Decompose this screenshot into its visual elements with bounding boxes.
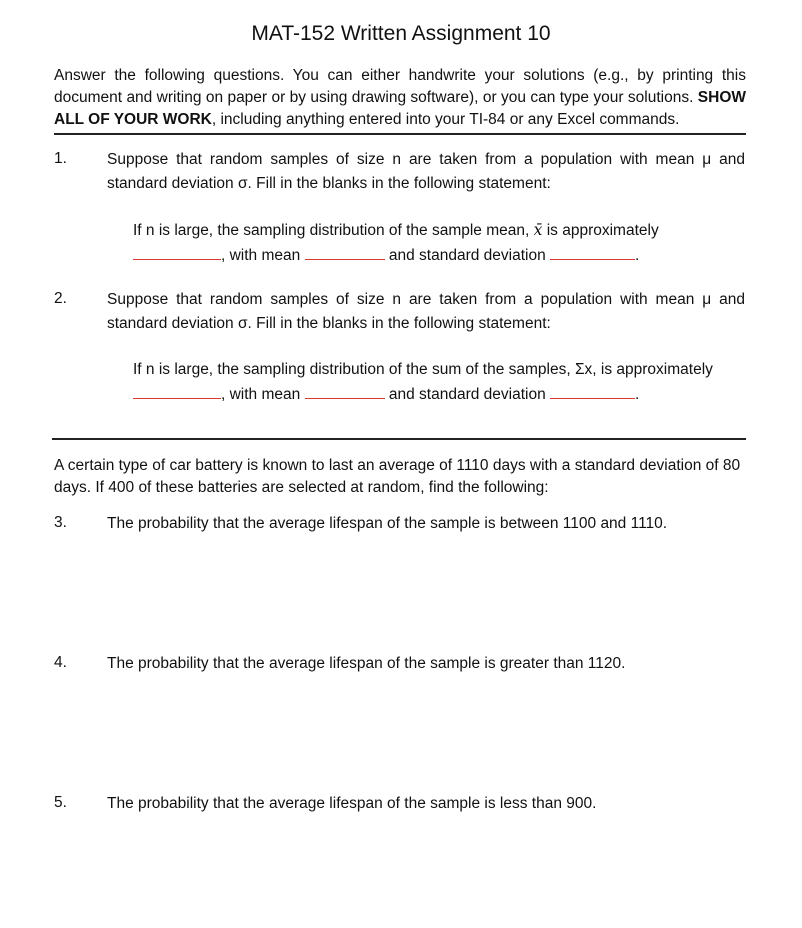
question-5-number: 5. (54, 794, 67, 811)
q2-end: . (635, 386, 640, 403)
section-divider (52, 438, 746, 440)
question-2-statement (133, 358, 745, 407)
instructions-tail: , including anything entered into your TI-84 or any Excel commands. (211, 111, 680, 128)
problem-passage: A certain type of car battery is known to last an average of 1110 days with a standard deviation of 80 days. If 400 of these batteries are selected at random, find the following: (54, 457, 741, 496)
q2-statement-prefix: If n is large, the sampling distribution of the sum of the samples, Σx, is approximately (133, 361, 713, 378)
page-title: MAT-152 Written Assignment 10 (251, 22, 551, 45)
q1-statement-prefix: If n is large, the sampling distribution of the sample mean, (133, 222, 530, 239)
question-3-text: The probability that the average lifespan of the sample is between 1100 and 1110. (107, 515, 668, 532)
question-1-number: 1. (54, 150, 67, 167)
q1-with-mean: , with mean (221, 247, 301, 264)
q2-and-sd: and standard deviation (388, 386, 546, 403)
x-bar-symbol: x̄ (533, 221, 543, 239)
question-1-statement (133, 218, 745, 268)
question-2-text: Suppose that random samples of size n are taken from a population with mean μ and standard deviation σ. Fill in the blanks in the following statement: (107, 291, 745, 332)
q1-and-sd: and standard deviation (388, 247, 546, 264)
header-divider (54, 133, 746, 135)
question-4-text: The probability that the average lifespan of the sample is greater than 1120. (107, 655, 626, 672)
question-1-text: Suppose that random samples of size n are taken from a population with mean μ and standard deviation σ. Fill in the blanks in the following statement: (107, 151, 745, 192)
question-3-number: 3. (54, 514, 67, 531)
q1-blank-mean[interactable] (305, 243, 385, 260)
question-5-text: The probability that the average lifespan of the sample is less than 900. (107, 795, 597, 812)
instructions-emphasis: SHOW ALL OF YOUR WORK (54, 89, 746, 128)
q1-statement-suffix: is approximately (546, 222, 659, 239)
instructions-text: Answer the following questions. You can either handwrite your solutions (e.g., by printing this document and writing on paper or by using drawing software), or you can type your solutions. (54, 67, 746, 106)
q2-with-mean: , with mean (221, 386, 301, 403)
question-4-number: 4. (54, 654, 67, 671)
q1-blank-distribution[interactable] (133, 243, 221, 260)
q2-blank-mean[interactable] (305, 382, 385, 399)
q2-blank-distribution[interactable] (133, 382, 221, 399)
q1-end: . (635, 247, 640, 264)
q1-blank-sd[interactable] (550, 243, 635, 260)
instructions (54, 65, 746, 131)
question-2-number: 2. (54, 290, 67, 307)
q2-blank-sd[interactable] (550, 382, 635, 399)
